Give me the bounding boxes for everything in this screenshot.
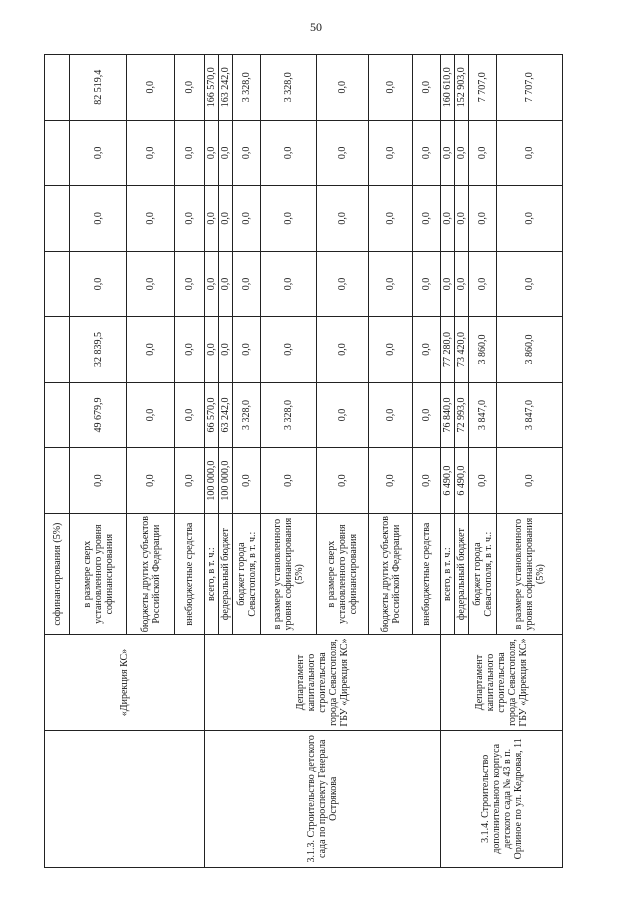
cell-value: 0,0 <box>175 382 205 448</box>
cell-source: внебюджетные средства <box>413 513 441 635</box>
cell-value: 0,0 <box>369 186 413 252</box>
cell-value: 3 328,0 <box>261 55 317 121</box>
cell-value: 73 420,0 <box>455 317 469 383</box>
cell-value: 166 570,0 <box>205 55 219 121</box>
cell-value: 0,0 <box>205 251 219 317</box>
cell-source: бюджеты других субъектов Российской Федерации <box>127 513 175 635</box>
cell-value: 0,0 <box>127 382 175 448</box>
cell-value: 66 570,0 <box>205 382 219 448</box>
cell-value: 0,0 <box>175 120 205 186</box>
cell-value: 0,0 <box>369 382 413 448</box>
cell-source: всего, в т. ч.: <box>441 513 455 635</box>
cell-value: 0,0 <box>497 448 563 514</box>
cell-value: 0,0 <box>261 448 317 514</box>
cell-value: 63 242,0 <box>219 382 233 448</box>
cell-value: 0,0 <box>205 317 219 383</box>
cell-value: 72 993,0 <box>455 382 469 448</box>
cell-value: 0,0 <box>413 448 441 514</box>
cell-value: 0,0 <box>317 448 369 514</box>
cell-value: 7 707,0 <box>497 55 563 121</box>
cell-value: 0,0 <box>369 251 413 317</box>
cell-value <box>45 317 70 383</box>
cell-value: 0,0 <box>441 186 455 252</box>
cell-value: 0,0 <box>233 317 261 383</box>
budget-table <box>44 54 563 868</box>
cell-value: 0,0 <box>497 186 563 252</box>
cell-value: 3 328,0 <box>233 382 261 448</box>
cell-value: 0,0 <box>175 186 205 252</box>
cell-value: 0,0 <box>455 120 469 186</box>
cell-value: 0,0 <box>455 186 469 252</box>
cell-value: 0,0 <box>469 186 497 252</box>
cell-value: 6 490,0 <box>455 448 469 514</box>
table-row <box>441 55 455 868</box>
cell-executor: Департамент капитального строительства города Севастополя, ГБУ «Дирекция КС» <box>205 635 441 730</box>
cell-source: бюджет города Севастополя, в т. ч.: <box>233 513 261 635</box>
cell-value: 0,0 <box>233 251 261 317</box>
cell-value: 0,0 <box>219 120 233 186</box>
cell-value <box>45 55 70 121</box>
cell-value <box>45 382 70 448</box>
cell-value: 7 707,0 <box>469 55 497 121</box>
cell-object-name: 3.1.4. Строительство дополнительного корпуса детского сада № 43 в п. Орлиное по ул. Кедровая, 11 <box>441 730 563 867</box>
cell-value: 0,0 <box>175 448 205 514</box>
cell-value <box>45 186 70 252</box>
cell-value: 0,0 <box>219 186 233 252</box>
table-row <box>205 55 219 868</box>
cell-value: 0,0 <box>127 55 175 121</box>
cell-value: 0,0 <box>233 186 261 252</box>
cell-value: 160 610,0 <box>441 55 455 121</box>
cell-value: 0,0 <box>413 251 441 317</box>
table-row <box>45 55 70 868</box>
cell-value: 0,0 <box>413 382 441 448</box>
cell-value: 0,0 <box>413 120 441 186</box>
cell-value: 0,0 <box>127 317 175 383</box>
cell-value: 3 847,0 <box>469 382 497 448</box>
cell-source: федеральный бюджет <box>219 513 233 635</box>
cell-value: 0,0 <box>469 251 497 317</box>
cell-value: 100 000,0 <box>219 448 233 514</box>
cell-value: 0,0 <box>233 448 261 514</box>
cell-value: 0,0 <box>261 120 317 186</box>
budget-table-rotated <box>44 54 546 868</box>
cell-value: 0,0 <box>205 120 219 186</box>
cell-source: в размере сверх установленного уровня софинансирования <box>317 513 369 635</box>
cell-value: 0,0 <box>175 251 205 317</box>
cell-value: 3 847,0 <box>497 382 563 448</box>
cell-value: 0,0 <box>219 251 233 317</box>
cell-source: софинансирования (5%) <box>45 513 70 635</box>
cell-value: 0,0 <box>70 186 127 252</box>
cell-value: 32 839,5 <box>70 317 127 383</box>
cell-value: 0,0 <box>233 120 261 186</box>
cell-value: 0,0 <box>261 186 317 252</box>
cell-value: 0,0 <box>127 186 175 252</box>
cell-value: 3 328,0 <box>261 382 317 448</box>
cell-object-name: 3.1.3. Строительство детского сада по проспекту Генерала Острякова <box>205 730 441 867</box>
cell-source: бюджеты других субъектов Российской Федерации <box>369 513 413 635</box>
cell-value: 82 519,4 <box>70 55 127 121</box>
cell-value: 0,0 <box>369 120 413 186</box>
cell-value: 0,0 <box>127 251 175 317</box>
cell-source: в размере сверх установленного уровня софинансирования <box>70 513 127 635</box>
cell-value: 163 242,0 <box>219 55 233 121</box>
cell-value: 0,0 <box>70 120 127 186</box>
cell-value: 0,0 <box>175 55 205 121</box>
cell-executor: «Дирекция КС» <box>45 635 205 730</box>
cell-value: 0,0 <box>317 186 369 252</box>
cell-value: 0,0 <box>317 317 369 383</box>
cell-value: 0,0 <box>369 448 413 514</box>
cell-source: всего, в т. ч.: <box>205 513 219 635</box>
cell-value: 3 860,0 <box>469 317 497 383</box>
cell-value: 0,0 <box>369 317 413 383</box>
cell-value: 0,0 <box>317 120 369 186</box>
page-number: 50 <box>310 20 322 34</box>
cell-value: 0,0 <box>317 382 369 448</box>
cell-value: 0,0 <box>219 317 233 383</box>
cell-source: в размере установленного уровня софинансирования (5%) <box>497 513 563 635</box>
cell-value: 100 000,0 <box>205 448 219 514</box>
cell-executor: Департамент капитального строительства города Севастополя, ГБУ «Дирекция КС» <box>441 635 563 730</box>
cell-value: 0,0 <box>413 186 441 252</box>
cell-value: 0,0 <box>70 448 127 514</box>
cell-value: 0,0 <box>317 251 369 317</box>
cell-source: внебюджетные средства <box>175 513 205 635</box>
cell-value: 0,0 <box>441 251 455 317</box>
cell-value: 3 328,0 <box>233 55 261 121</box>
cell-value: 0,0 <box>413 55 441 121</box>
cell-value: 0,0 <box>441 120 455 186</box>
cell-source: федеральный бюджет <box>455 513 469 635</box>
cell-value: 0,0 <box>261 317 317 383</box>
cell-value: 0,0 <box>127 120 175 186</box>
cell-col1 <box>45 730 205 867</box>
cell-value <box>45 448 70 514</box>
cell-value: 6 490,0 <box>441 448 455 514</box>
cell-value: 0,0 <box>317 55 369 121</box>
cell-source: в размере установленного уровня софинансирования (5%) <box>261 513 317 635</box>
cell-value: 0,0 <box>469 120 497 186</box>
cell-value: 0,0 <box>175 317 205 383</box>
cell-value: 0,0 <box>455 251 469 317</box>
cell-value: 3 860,0 <box>497 317 563 383</box>
cell-value: 0,0 <box>497 120 563 186</box>
cell-source: бюджет города Севастополя, в т. ч.: <box>469 513 497 635</box>
cell-value: 0,0 <box>205 186 219 252</box>
cell-value: 49 679,9 <box>70 382 127 448</box>
cell-value: 0,0 <box>261 251 317 317</box>
cell-value <box>45 251 70 317</box>
cell-value: 0,0 <box>469 448 497 514</box>
cell-value: 0,0 <box>369 55 413 121</box>
cell-value: 0,0 <box>413 317 441 383</box>
cell-value: 152 903,0 <box>455 55 469 121</box>
cell-value: 0,0 <box>497 251 563 317</box>
cell-value <box>45 120 70 186</box>
cell-value: 0,0 <box>70 251 127 317</box>
cell-value: 77 280,0 <box>441 317 455 383</box>
cell-value: 76 840,0 <box>441 382 455 448</box>
cell-value: 0,0 <box>127 448 175 514</box>
